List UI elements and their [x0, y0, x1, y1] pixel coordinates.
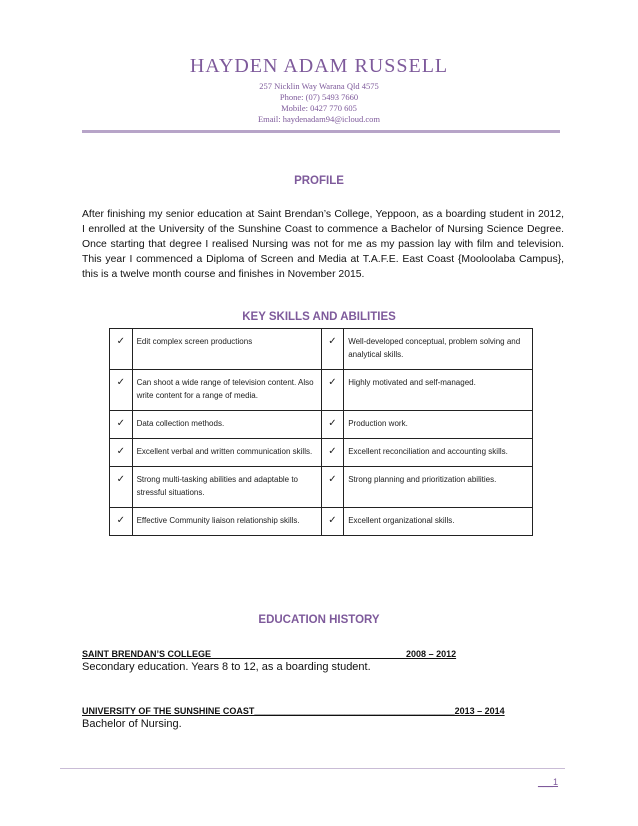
skills-row — [110, 411, 533, 439]
skill-item: Can shoot a wide range of television content. Also write content for a range of media. — [132, 370, 321, 411]
contact-details — [0, 81, 638, 125]
education-entry-description: Bachelor of Nursing. — [82, 718, 182, 730]
skill-item: Excellent organizational skills. — [344, 508, 533, 536]
skills-row — [110, 508, 533, 536]
skills-row — [110, 467, 533, 508]
skill-item: Excellent reconciliation and accounting skills. — [344, 439, 533, 467]
skill-item: Data collection methods. — [132, 411, 321, 439]
footer-divider — [60, 768, 565, 769]
skills-row — [110, 329, 533, 370]
skills-row — [110, 439, 533, 467]
checkmark-icon: ✓ — [321, 329, 344, 370]
education-entry-title: UNIVERSITY OF THE SUNSHINE COAST________________________________________2013 – 2014 — [82, 706, 505, 716]
email-line: Email: haydenadam94@icloud.com — [257, 114, 381, 124]
skill-item: Effective Community liaison relationship skills. — [132, 508, 321, 536]
resume-header — [0, 54, 638, 125]
page-number: ___1 — [538, 777, 559, 787]
checkmark-icon: ✓ — [110, 439, 133, 467]
header-divider — [82, 130, 560, 133]
skills-heading: KEY SKILLS AND ABILITIES — [242, 311, 396, 323]
skill-item: Highly motivated and self-managed. — [344, 370, 533, 411]
profile-heading: PROFILE — [294, 175, 344, 187]
skill-item: Strong multi-tasking abilities and adaptable to stressful situations. — [132, 467, 321, 508]
checkmark-icon: ✓ — [321, 467, 344, 508]
address-line: 257 Nicklin Way Warana Qld 4575 — [259, 81, 379, 91]
skill-item: Edit complex screen productions — [132, 329, 321, 370]
checkmark-icon: ✓ — [110, 329, 133, 370]
education-entry-description: Secondary education. Years 8 to 12, as a boarding student. — [82, 661, 371, 673]
checkmark-icon: ✓ — [110, 467, 133, 508]
phone-line: Phone: (07) 5493 7660 — [279, 92, 359, 102]
skill-item: Production work. — [344, 411, 533, 439]
applicant-name: HAYDEN ADAM RUSSELL — [189, 55, 449, 77]
mobile-line: Mobile: 0427 770 605 — [281, 103, 357, 113]
checkmark-icon: ✓ — [110, 508, 133, 536]
skills-row — [110, 370, 533, 411]
checkmark-icon: ✓ — [321, 370, 344, 411]
checkmark-icon: ✓ — [321, 439, 344, 467]
checkmark-icon: ✓ — [321, 508, 344, 536]
checkmark-icon: ✓ — [110, 411, 133, 439]
education-entry-title: SAINT BRENDAN’S COLLEGE 2008 – 2012 — [82, 649, 457, 659]
skill-item: Excellent verbal and written communication skills. — [132, 439, 321, 467]
checkmark-icon: ✓ — [321, 411, 344, 439]
profile-paragraph: After finishing my senior education at Saint Brendan’s College, Yeppoon, as a boarding student in 2012, I enrolled at the University of the Sunshine Coast to commence a Bachelor of Nursing Science Degree. Once starting that degree I realised Nursing was not for me as my passion lay with film and television. This year I commenced a Diploma of Screen and Media at T.A.F.E. East Coast {Mooloolaba Campus}, this is a twelve month course and finishes in November 2015. — [82, 209, 564, 280]
education-heading: EDUCATION HISTORY — [258, 614, 380, 626]
skill-item: Well-developed conceptual, problem solving and analytical skills. — [344, 329, 533, 370]
checkmark-icon: ✓ — [110, 370, 133, 411]
skills-table — [109, 328, 533, 536]
skill-item: Strong planning and prioritization abilities. — [344, 467, 533, 508]
